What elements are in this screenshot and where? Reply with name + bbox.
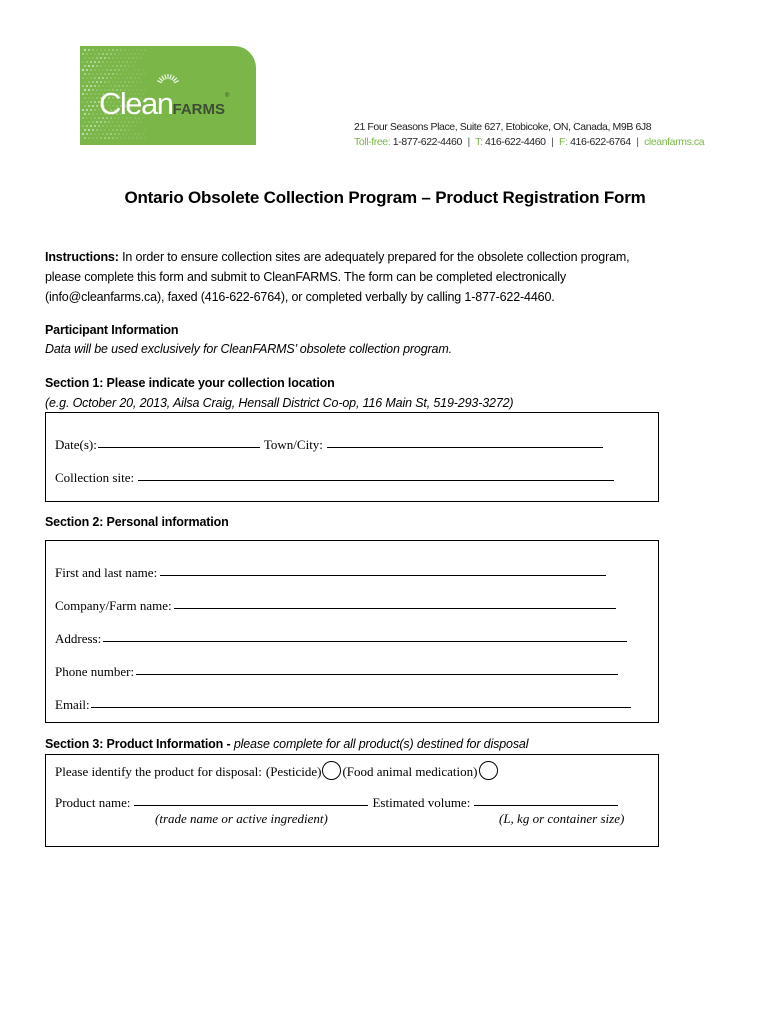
address-input[interactable] <box>103 640 627 642</box>
participant-note: Data will be used exclusively for CleanFARMS’ obsolete collection program. <box>45 342 452 356</box>
name-label: First and last name: <box>55 565 158 580</box>
form-title: Ontario Obsolete Collection Program – Product Registration Form <box>124 188 646 207</box>
fax-label: F: <box>559 136 568 148</box>
section2-heading: Section 2: Personal information <box>45 515 229 529</box>
address-line: 21 Four Seasons Place, Suite 627, Etobicoke, ON, Canada, M9B 6J8 <box>354 121 652 133</box>
email-input[interactable] <box>91 706 631 708</box>
town-label: Town/City: <box>263 437 323 452</box>
instructions-label: Instructions: <box>45 250 119 264</box>
collection-site-row <box>55 470 614 486</box>
email-label: Email: <box>55 697 90 712</box>
volume-label: Estimated volume: <box>372 795 471 810</box>
instructions-text: In order to ensure collection sites are adequately prepared for the obsolete collection program, <box>118 250 630 264</box>
product-type-row <box>55 762 499 781</box>
phone-input[interactable] <box>136 673 618 675</box>
cleanfarms-logo <box>80 46 256 145</box>
product-name-hint: (trade name or active ingredient) <box>155 811 328 826</box>
address-row <box>55 631 627 647</box>
collection-site-input[interactable] <box>138 479 614 481</box>
contact-line <box>354 135 704 150</box>
section1-heading: Section 1: Please indicate your collection location <box>45 376 335 390</box>
volume-input[interactable] <box>474 804 618 806</box>
address-label: Address: <box>55 631 102 646</box>
name-row <box>55 565 606 581</box>
section1-example: (e.g. October 20, 2013, Ailsa Craig, Hensall District Co-op, 116 Main St, 519-293-3272) <box>45 396 514 410</box>
medication-radio[interactable] <box>479 761 498 780</box>
medication-label: (Food animal medication) <box>342 763 478 779</box>
dates-label: Date(s): <box>55 437 97 452</box>
section3-title: Section 3: Product Information - <box>45 737 234 751</box>
logo-wordmark <box>99 86 229 122</box>
separator: | <box>467 136 470 148</box>
instructions-line-1 <box>45 250 630 264</box>
participant-heading: Participant Information <box>45 323 179 337</box>
tollfree-number: 1-877-622-4460 <box>392 136 462 148</box>
company-row <box>55 598 616 614</box>
section3-box <box>45 754 659 847</box>
instructions-line-3: (info@cleanfarms.ca), faxed (416-622-6764), or completed verbally by calling 1-877-622-4460. <box>45 290 555 304</box>
logo-registered-mark: ® <box>225 93 230 99</box>
product-volume-row <box>55 795 618 811</box>
section2-box <box>45 540 659 723</box>
company-input[interactable] <box>174 607 616 609</box>
instructions-line-2: please complete this form and submit to CleanFARMS. The form can be completed electronically <box>45 270 566 284</box>
phone-label: Phone number: <box>55 664 135 679</box>
product-name-input[interactable] <box>134 804 368 806</box>
company-address <box>354 120 704 150</box>
identify-label: Please identify the product for disposal: <box>55 763 262 779</box>
section1-box <box>45 412 659 502</box>
tollfree-label: Toll-free: <box>354 136 391 148</box>
pesticide-radio[interactable] <box>322 761 341 780</box>
dates-town-row <box>55 437 603 453</box>
logo-clean-text: Clean <box>99 86 173 121</box>
section3-note: please complete for all product(s) destined for disposal <box>233 737 529 751</box>
collection-site-label: Collection site: <box>55 470 135 485</box>
dates-input[interactable] <box>98 446 260 448</box>
section3-heading <box>45 737 528 751</box>
separator: | <box>636 136 639 148</box>
pesticide-label: (Pesticide) <box>265 763 322 779</box>
email-row <box>55 697 631 713</box>
separator: | <box>551 136 554 148</box>
company-label: Company/Farm name: <box>55 598 172 613</box>
logo-farms-text: FARMS <box>172 101 225 118</box>
town-input[interactable] <box>327 446 603 448</box>
website-link[interactable]: cleanfarms.ca <box>644 136 705 148</box>
phone-label: T: <box>475 136 483 148</box>
phone-row <box>55 664 618 680</box>
name-input[interactable] <box>160 574 606 576</box>
volume-hint: (L, kg or container size) <box>499 811 625 826</box>
product-name-label: Product name: <box>55 795 131 810</box>
phone-number: 416-622-4460 <box>485 136 546 148</box>
fax-number: 416-622-6764 <box>570 136 631 148</box>
